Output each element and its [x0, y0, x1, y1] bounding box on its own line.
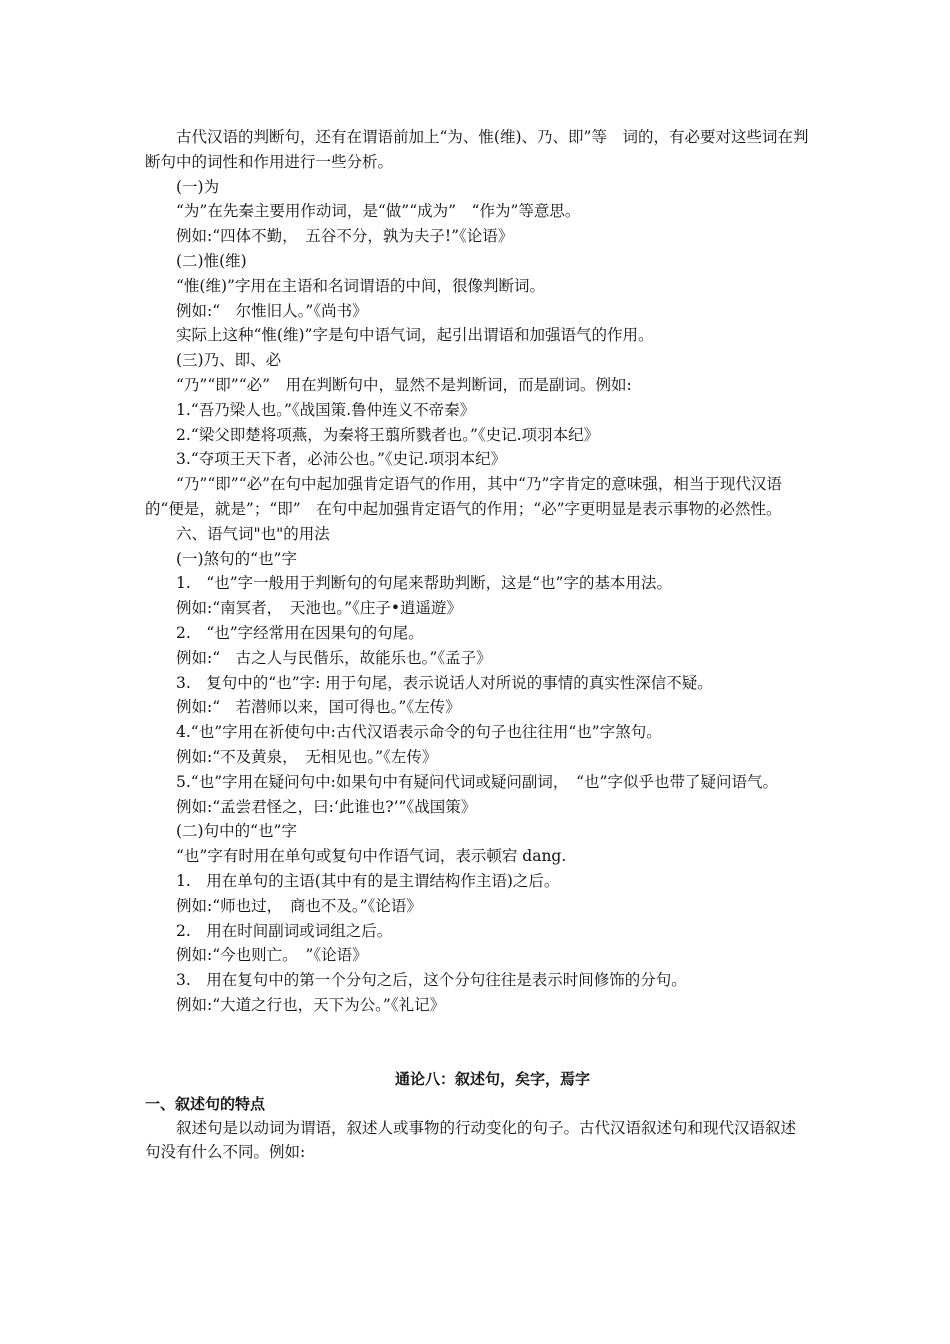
- paragraph: 3. 用在复句中的第一个分句之后，这个分句往往是表示时间修饰的分句。: [176, 971, 687, 990]
- paragraph: 例如:“ 尔惟旧人。”《尚书》: [176, 301, 368, 320]
- paragraph: 3.“夺项王天下者，必沛公也。”《史记.项羽本纪》: [176, 450, 507, 469]
- paragraph: 2.“梁父即楚将项燕，为秦将王翦所戮者也。”《史记.项羽本纪》: [176, 425, 600, 444]
- paragraph: “为”在先秦主要用作动词，是“做”“成为” “作为”等意思。: [176, 202, 581, 221]
- paragraph: 例如:“大道之行也，天下为公。”《礼记》: [176, 995, 446, 1014]
- paragraph: (三)乃、即、必: [176, 351, 282, 370]
- paragraph: 例如:“ 若潜师以来，国可得也。”《左传》: [176, 698, 461, 717]
- paragraph: 六、语气词"也"的用法: [176, 524, 330, 543]
- paragraph: 例如:“今也则亡。 ”《论语》: [176, 946, 368, 965]
- paragraph: “也”字有时用在单句或复句中作语气词，表示顿宕 dang.: [176, 847, 567, 866]
- paragraph: (一)为: [176, 177, 220, 196]
- paragraph: “惟(维)”字用在主语和名词谓语的中间，很像判断词。: [176, 276, 545, 295]
- paragraph: (二)句中的“也”字: [176, 822, 297, 841]
- paragraph: 古代汉语的判断句，还有在谓语前加上“为、惟(维)、乃、即”等 词的，有必要对这些词在判断句中的词性和作用进行一些分析。: [145, 128, 809, 171]
- paragraph: “乃”“即”“必” 用在判断句中，显然不是判断词，而是副词。例如:: [176, 375, 632, 394]
- section-heading: 一、叙述句的特点: [145, 1094, 266, 1113]
- paragraph: 例如:“不及黄泉， 无相见也。”《左传》: [176, 747, 438, 766]
- paragraph: 例如:“ 古之人与民偕乐，故能乐也。”《孟子》: [176, 648, 492, 667]
- paragraph: 例如:“孟尝君怪之，曰:‘此谁也?’”《战国策》: [176, 797, 477, 816]
- paragraph: 1.“吾乃梁人也。”《战国策.鲁仲连义不帝秦》: [176, 400, 476, 419]
- paragraph: (一)煞句的“也”字: [176, 549, 297, 568]
- paragraph: 3. 复句中的“也”字: 用于句尾，表示说话人对所说的事情的真实性深信不疑。: [176, 673, 713, 692]
- paragraph: 4.“也”字用在祈使句中:古代汉语表示命令的句子也往往用“也”字煞句。: [176, 723, 662, 742]
- paragraph: 5.“也”字用在疑问句中:如果句中有疑问代词或疑问副词， “也”字似乎也带了疑问语气。: [176, 772, 778, 791]
- section-title: 通论八：叙述句，矣字，焉字: [394, 1069, 590, 1088]
- paragraph: 实际上这种“惟(维)”字是句中语气词，起引出谓语和加强语气的作用。: [176, 326, 654, 345]
- section-spacer: [145, 1018, 810, 1066]
- paragraph: 2. “也”字经常用在因果句的句尾。: [176, 623, 424, 642]
- document-body: [145, 125, 810, 1165]
- paragraph: 例如:“四体不勤， 五谷不分，孰为夫子!”《论语》: [176, 227, 514, 246]
- paragraph: 1. 用在单句的主语(其中有的是主谓结构作主语)之后。: [176, 871, 560, 890]
- paragraph: (二)惟(维): [176, 251, 247, 270]
- paragraph: 例如:“师也过， 商也不及。”《论语》: [176, 896, 422, 915]
- paragraph: 1. “也”字一般用于判断句的句尾来帮助判断，这是“也”字的基本用法。: [176, 574, 672, 593]
- paragraph: 2. 用在时间副词或词组之后。: [176, 921, 393, 940]
- paragraph: 叙述句是以动词为谓语，叙述人或事物的行动变化的句子。古代汉语叙述句和现代汉语叙述句没有什么不同。例如:: [145, 1118, 797, 1162]
- paragraph: “乃”“即”“必”在句中起加强肯定语气的作用，其中“乃”字肯定的意味强，相当于现代汉语的“便是，就是”；“即” 在句中起加强肯定语气的作用；“必”字更明显是表示事物的必然性。: [145, 475, 782, 518]
- paragraph: 例如:“南冥者， 天池也。”《庄子•逍遥遊》: [176, 599, 462, 618]
